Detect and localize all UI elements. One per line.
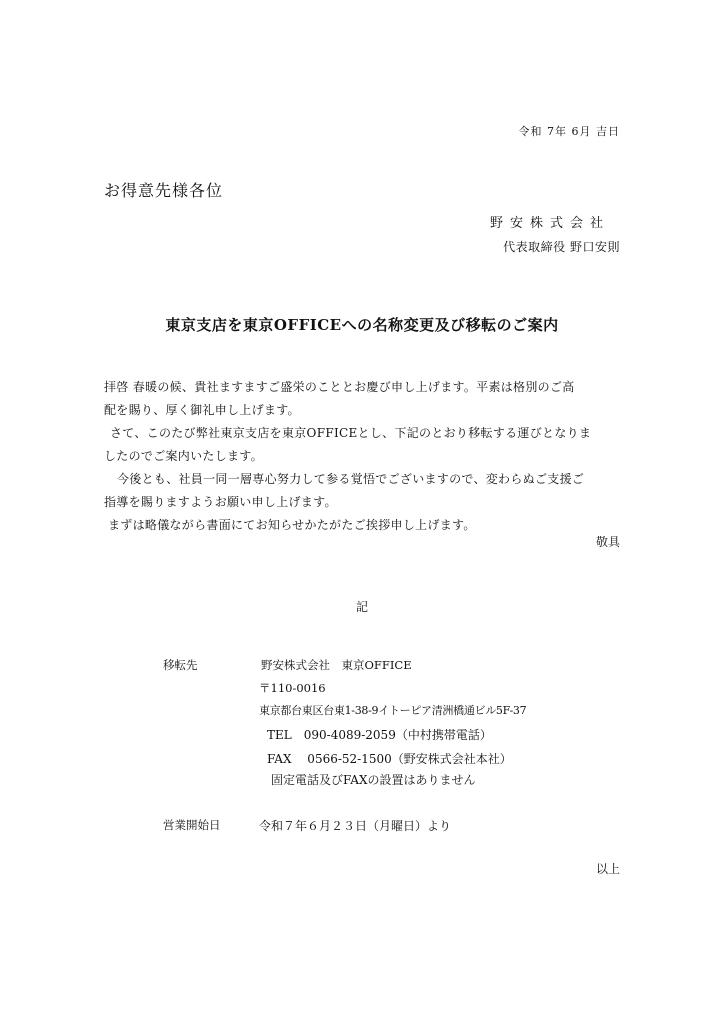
body-line: まずは略儀ながら書面にてお知らせかたがたご挨拶申し上げます。 (108, 518, 476, 532)
sender-company: 野安株式会社 (489, 216, 610, 231)
body-line: 指導を賜りますようお願い申し上げます。 (104, 495, 337, 509)
closing-keigu: 敬具 (595, 535, 620, 549)
sender-representative: 代表取締役 野口安則 (503, 240, 620, 254)
closing-ijo: 以上 (595, 862, 620, 876)
tel-number: TEL 090-4089-2059（中村携帯電話） (267, 728, 492, 742)
move-company: 野安株式会社 東京OFFICE (261, 658, 412, 672)
body-line: 配を賜り、厚く御礼申し上げます。 (104, 403, 300, 417)
fax-number: FAX 0566-52-1500（野安株式会社本社） (267, 752, 512, 766)
body-line: したのでご案内いたします。 (104, 449, 263, 463)
address: 東京都台東区台東1-38-9イトーピア清洲橋通ビル5F-37 (259, 704, 527, 717)
ki-heading: 記 (355, 600, 368, 614)
addressee: お得意先様各位 (104, 181, 224, 200)
open-date-label: 営業開始日 (163, 818, 221, 832)
body-line: さて、このたび弊社東京支店を東京OFFICEとし、下記のとおり移転する運びとなりま (110, 426, 592, 440)
letter-title: 東京支店を東京OFFICEへの名称変更及び移転のご案内 (165, 316, 559, 334)
body-line: 今後とも、社員一同一層専心努力して参る覚悟でございますので、変わらぬご支援ご (117, 472, 585, 486)
postal-code: 〒110-0016 (259, 681, 326, 695)
phone-note: 固定電話及びFAXの設置はありません (271, 773, 476, 787)
move-destination-label: 移転先 (163, 658, 198, 672)
open-date-value: 令和７年６月２３日（月曜日）より (259, 819, 452, 833)
body-line: 拝啓 春暖の候、貴社ますますご盛栄のこととお慶び申し上げます。平素は格別のご高 (104, 380, 575, 394)
letter-date: 令和 7年 6月 吉日 (518, 125, 620, 138)
